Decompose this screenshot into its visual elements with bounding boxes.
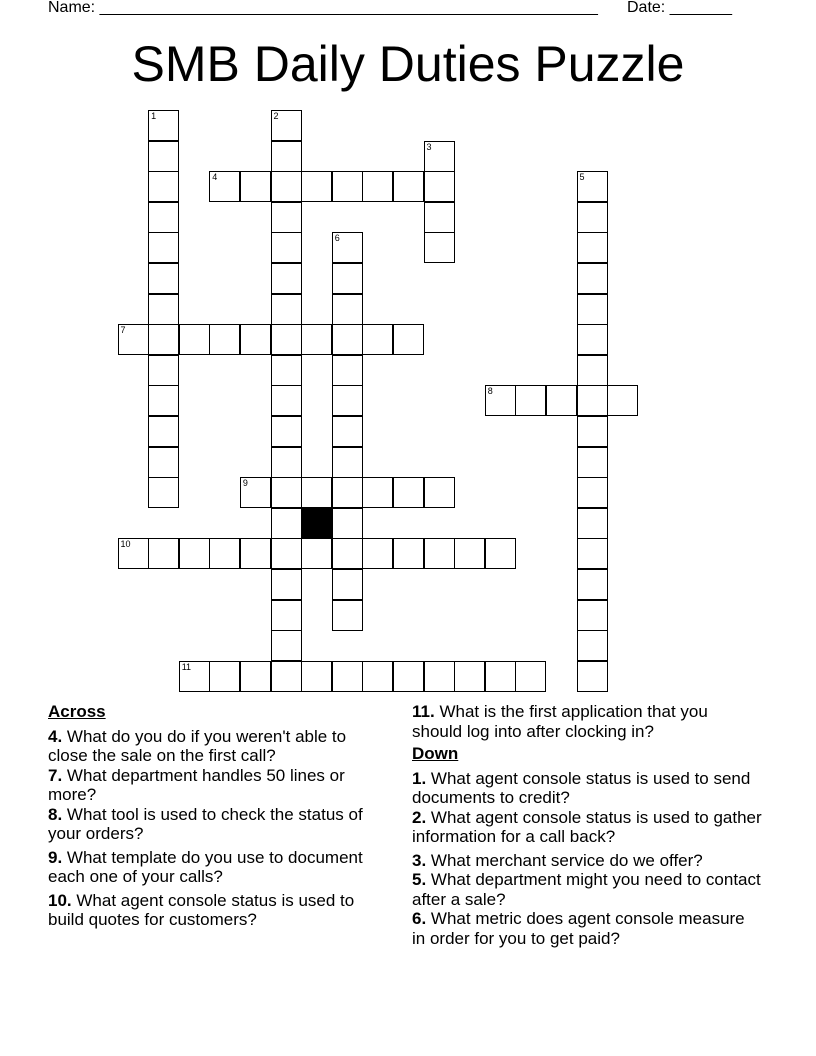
grid-cell[interactable]: [424, 171, 455, 202]
grid-cell[interactable]: [240, 538, 271, 569]
grid-cell[interactable]: [362, 538, 393, 569]
grid-cell[interactable]: [271, 324, 302, 355]
grid-cell[interactable]: [148, 110, 179, 141]
clue-down-2: 2. What agent console status is used to gather information for a call back?: [412, 807, 762, 846]
grid-cell[interactable]: [271, 141, 302, 172]
grid-cell[interactable]: [577, 171, 608, 202]
grid-cell[interactable]: [179, 324, 210, 355]
down-heading: Down: [412, 744, 459, 763]
grid-cell[interactable]: [424, 141, 455, 172]
across-heading: Across: [48, 702, 106, 721]
grid-cell[interactable]: [240, 171, 271, 202]
grid-cell[interactable]: [332, 171, 363, 202]
grid-cell[interactable]: [118, 538, 149, 569]
grid-cell[interactable]: [485, 661, 516, 692]
grid-cell[interactable]: [271, 232, 302, 263]
clue-down-5: 5. What department might you need to contact after a sale?: [412, 870, 761, 909]
clue-across-7: 7. What department handles 50 lines or more?: [48, 765, 345, 804]
grid-cell[interactable]: [271, 355, 302, 386]
grid-cell[interactable]: [301, 538, 332, 569]
grid-cell[interactable]: [362, 661, 393, 692]
grid-cell[interactable]: [393, 477, 424, 508]
grid-cell[interactable]: [179, 661, 210, 692]
grid-cell[interactable]: [271, 171, 302, 202]
grid-cell[interactable]: [271, 416, 302, 447]
grid-cell[interactable]: [393, 171, 424, 202]
grid-cell[interactable]: [332, 416, 363, 447]
grid-cell[interactable]: [148, 416, 179, 447]
grid-cell[interactable]: [301, 324, 332, 355]
clue-number: 10: [120, 539, 131, 550]
grid-cell[interactable]: [577, 385, 608, 416]
clue-across-9: 9. What template do you use to document each one of your calls?: [48, 847, 363, 886]
grid-cell[interactable]: [301, 171, 332, 202]
grid-cell[interactable]: [271, 569, 302, 600]
clues-left-column: [48, 702, 388, 930]
grid-cell[interactable]: [148, 232, 179, 263]
grid-cell[interactable]: [271, 202, 302, 233]
grid-cell[interactable]: [362, 477, 393, 508]
grid-cell[interactable]: [209, 538, 240, 569]
grid-cell[interactable]: [271, 263, 302, 294]
grid-cell[interactable]: [577, 477, 608, 508]
grid-cell[interactable]: [424, 202, 455, 233]
grid-cell[interactable]: [332, 508, 363, 539]
clue-down-3: 3. What merchant service do we offer?: [412, 850, 703, 870]
grid-cell[interactable]: [454, 538, 485, 569]
grid-cell[interactable]: [271, 110, 302, 141]
grid-cell[interactable]: [148, 447, 179, 478]
grid-cell[interactable]: [271, 294, 302, 325]
grid-cell[interactable]: [546, 385, 577, 416]
grid-cell[interactable]: [485, 385, 516, 416]
grid-cell[interactable]: [332, 569, 363, 600]
clue-number: 1: [151, 111, 157, 121]
grid-cell[interactable]: [332, 355, 363, 386]
clue-down-1: 1. What agent console status is used to send documents to credit?: [412, 768, 751, 807]
grid-cell[interactable]: [148, 385, 179, 416]
grid-cell[interactable]: [148, 263, 179, 294]
grid-cell[interactable]: [577, 232, 608, 263]
grid-cell[interactable]: [148, 477, 179, 508]
grid-cell[interactable]: [577, 569, 608, 600]
clue-number: 5: [579, 172, 585, 183]
grid-cell[interactable]: [209, 661, 240, 692]
grid-cell[interactable]: [301, 661, 332, 692]
grid-cell[interactable]: [271, 600, 302, 631]
grid-cell[interactable]: [577, 324, 608, 355]
grid-cell[interactable]: [332, 538, 363, 569]
blocked-cell: [301, 508, 332, 539]
grid-cell[interactable]: [179, 538, 210, 569]
clue-number: 11: [181, 661, 192, 672]
grid-cell[interactable]: [271, 508, 302, 539]
grid-cell[interactable]: [393, 324, 424, 355]
grid-cell[interactable]: [118, 324, 149, 355]
clue-number: 9: [242, 478, 248, 489]
clue-across-8: 8. What tool is used to check the status of your orders?: [48, 804, 363, 843]
grid-cell[interactable]: [332, 477, 363, 508]
grid-cell[interactable]: [332, 294, 363, 325]
grid-cell[interactable]: [577, 538, 608, 569]
grid-cell[interactable]: [332, 385, 363, 416]
grid-cell[interactable]: [148, 355, 179, 386]
grid-cell[interactable]: [148, 324, 179, 355]
grid-cell[interactable]: [240, 324, 271, 355]
grid-cell[interactable]: [332, 324, 363, 355]
clue-number: 7: [120, 325, 126, 336]
grid-cell[interactable]: [577, 294, 608, 325]
grid-cell[interactable]: [577, 630, 608, 661]
name-field-label: Name: ________________________________________________________: [48, 0, 598, 16]
clues-right-column: [412, 702, 762, 948]
grid-cell[interactable]: [577, 508, 608, 539]
clue-number: 6: [334, 233, 340, 244]
grid-cell[interactable]: [424, 232, 455, 263]
grid-cell[interactable]: [271, 385, 302, 416]
grid-cell[interactable]: [271, 447, 302, 478]
grid-cell[interactable]: [577, 661, 608, 692]
grid-cell[interactable]: [362, 324, 393, 355]
grid-cell[interactable]: [577, 416, 608, 447]
grid-cell[interactable]: [209, 171, 240, 202]
grid-cell[interactable]: [271, 661, 302, 692]
clue-number: 3: [426, 141, 432, 152]
grid-cell[interactable]: [424, 538, 455, 569]
clue-down-6: 6. What metric does agent console measure in order for you to get paid?: [412, 909, 745, 948]
grid-cell[interactable]: [332, 447, 363, 478]
grid-cell[interactable]: [577, 600, 608, 631]
grid-cell[interactable]: [485, 538, 516, 569]
grid-cell[interactable]: [393, 661, 424, 692]
grid-cell[interactable]: [148, 141, 179, 172]
grid-cell[interactable]: [393, 538, 424, 569]
clue-across-11: 11. What is the first application that you should log into after clocking in?: [412, 702, 708, 741]
grid-cell[interactable]: [148, 538, 179, 569]
grid-cell[interactable]: [332, 232, 363, 263]
grid-cell[interactable]: [424, 477, 455, 508]
grid-cell[interactable]: [332, 661, 363, 692]
clue-across-4: 4. What do you do if you weren't able to close the sale on the first call?: [48, 726, 347, 765]
grid-cell[interactable]: [515, 385, 546, 416]
grid-cell[interactable]: [577, 263, 608, 294]
grid-cell[interactable]: [332, 600, 363, 631]
grid-cell[interactable]: [577, 355, 608, 386]
clue-number: 4: [212, 172, 218, 183]
clue-number: 2: [273, 111, 279, 121]
grid-cell[interactable]: [271, 538, 302, 569]
grid-cell[interactable]: [271, 630, 302, 661]
grid-cell[interactable]: [454, 661, 485, 692]
grid-cell[interactable]: [148, 171, 179, 202]
grid-cell[interactable]: [240, 477, 271, 508]
grid-cell[interactable]: [424, 661, 455, 692]
page-title: SMB Daily Duties Puzzle: [131, 36, 685, 92]
grid-cell[interactable]: [271, 477, 302, 508]
grid-cell[interactable]: [577, 447, 608, 478]
grid-cell[interactable]: [515, 661, 546, 692]
clue-number: 8: [487, 386, 493, 397]
grid-cell[interactable]: [332, 263, 363, 294]
date-field-label: Date: _______: [627, 0, 732, 16]
grid-cell[interactable]: [577, 202, 608, 233]
grid-cell[interactable]: [362, 171, 393, 202]
grid-cell[interactable]: [209, 324, 240, 355]
grid-cell[interactable]: [240, 661, 271, 692]
grid-cell[interactable]: [148, 294, 179, 325]
grid-cell[interactable]: [607, 385, 638, 416]
clue-across-10: 10. What agent console status is used to build quotes for customers?: [48, 890, 355, 929]
grid-cell[interactable]: [148, 202, 179, 233]
grid-cell[interactable]: [301, 477, 332, 508]
